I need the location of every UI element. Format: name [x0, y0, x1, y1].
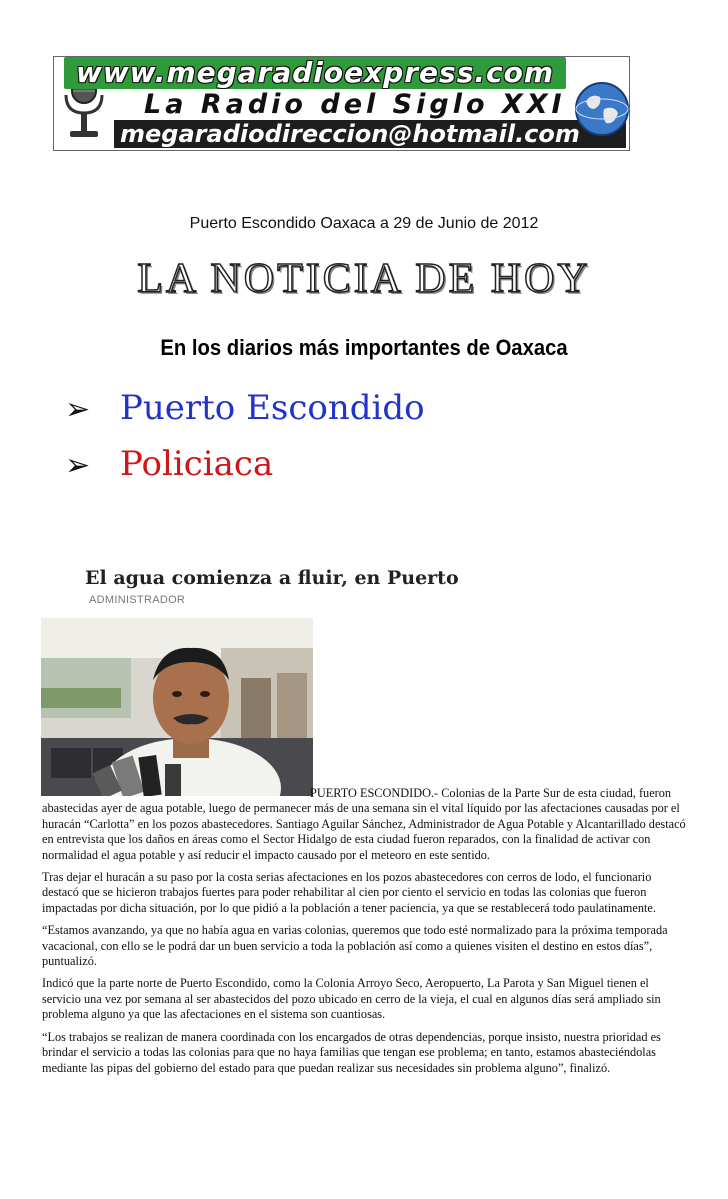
header-banner — [53, 56, 630, 151]
page-subtitle: En los diarios más importantes de Oaxaca — [160, 335, 568, 360]
article-author: ADMINISTRADOR — [89, 594, 186, 606]
section-policiaca — [65, 444, 273, 484]
article-paragraph: PUERTO ESCONDIDO.- Colonias de la Parte Sur de esta ciudad, fueron abastecidas ayer de agua potable, luego de permanecer más de una semana sin el vital líquido por las afectaciones causadas por el huracán “Carlotta” en los pozos abastecedores. Santiago Aguilar Sánchez, Administrador de Agua Potable y Alcantarillado destacó en entrevista que los daños en áreas como el Sector Hidalgo de esta ciudad fueron reparados, con la finalidad de activar con normalidad el agua potable y así reducir el impacto causado por el meteoro en este sentido. — [42, 786, 686, 862]
page-title: LA NOTICIA DE HOY — [137, 256, 591, 302]
article-paragraph: “Los trabajos se realizan de manera coordinada con los encargados de otras dependencias, porque insisto, nuestra prioridad es brindar el servicio a todas las colonias para que no haya familias que tengan ese problema; en tanto, estamos abasteciéndolas mediante las pipas del gobierno del estado para que puedan realizar sus necesidades sin problema alguno”, finalizó. — [42, 1029, 661, 1075]
article-paragraph: Indicó que la parte norte de Puerto Escondido, como la Colonia Arroyo Seco, Aeropuerto, La Parota y San Miguel tienen el servicio una vez por semana al ser abastecidos del pozo ubicado en cerro de la vieja, el cual en algunos días será ampliado sin problema alguno ya que las afectaciones en el sistema son cuantiosas. — [42, 976, 661, 1022]
contact-email: megaradiodireccion@hotmail.com — [114, 120, 626, 148]
station-tagline: La Radio del Siglo XXI — [144, 89, 566, 120]
article-paragraph: “Estamos avanzando, ya que no había agua en varias colonias, queremos que todo esté normalizado para la próxima temporada vacacional, con ello se le podrá dar un buen servicio a toda la población así como a quienes visiten el destino en estos días”, puntualizó. — [42, 923, 668, 969]
dateline: Puerto Escondido Oaxaca a 29 de Junio de 2012 — [189, 215, 539, 232]
article-headline: El agua comienza a fluir, en Puerto — [85, 567, 459, 589]
article-body — [42, 786, 690, 1083]
article-paragraph: Tras dejar el huracán a su paso por la costa serias afectaciones en los pozos abastecedores con cerros de lodo, el funcionario destacó que se hicieron trabajos fuertes para poder rehabilitar al cien por ciento el servicio en todas las colonias que fueron impactadas por dicha situación, por lo que pidió a la población a tener paciencia, ya que se restablecerá todo paulatinamente. — [42, 870, 656, 915]
arrow-bullet-icon: ➢ — [65, 448, 91, 483]
website-url: www.megaradioexpress.com — [64, 57, 566, 89]
article-photo — [41, 618, 313, 796]
section-label: Policiaca — [120, 444, 274, 484]
arrow-bullet-icon: ➢ — [65, 392, 91, 427]
section-puerto-escondido — [65, 388, 425, 428]
section-label: Puerto Escondido — [120, 388, 425, 428]
globe-icon — [572, 79, 630, 139]
